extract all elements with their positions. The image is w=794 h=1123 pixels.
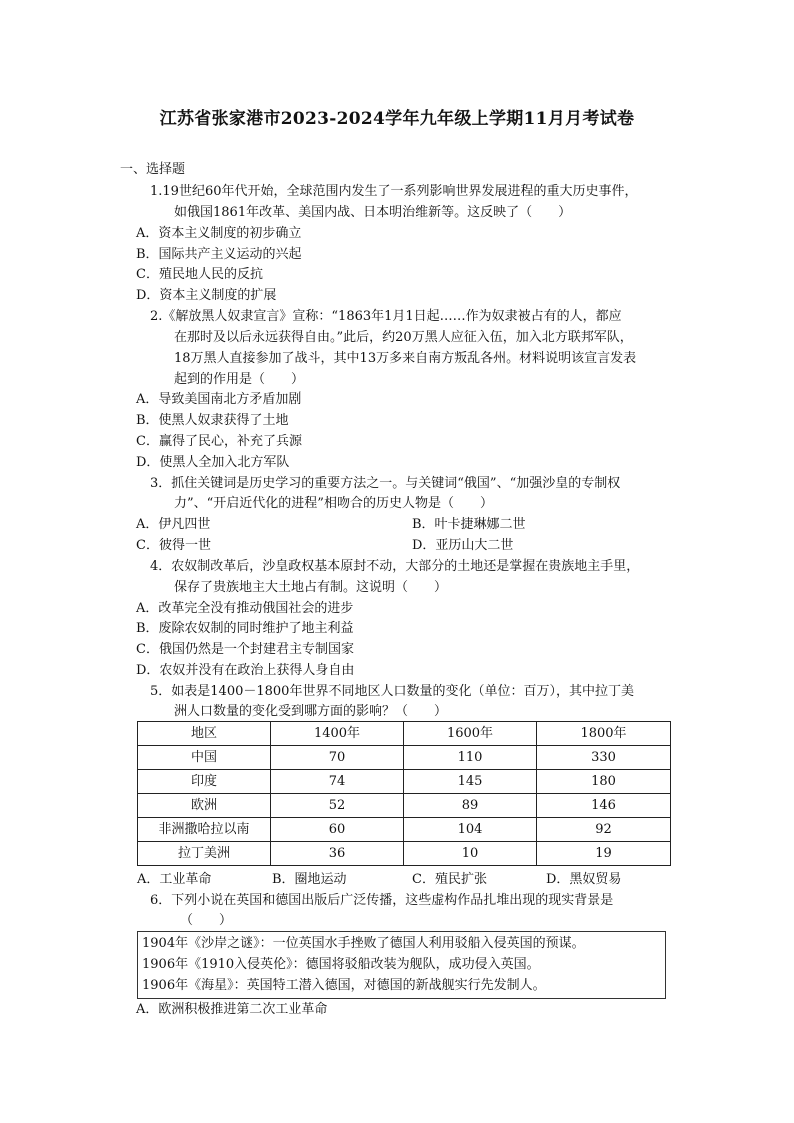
section-heading: 一、选择题 [120,162,186,177]
question-2-stem: 起到的作用是（ ） [174,372,305,387]
table-header-cell: 1600年 [404,722,537,746]
table-cell: 印度 [138,770,271,794]
table-cell: 74 [271,770,404,794]
question-4-stem: 保存了贵族地主大土地占有制。这说明（ ） [174,580,448,595]
question-5-option-b: B．圈地运动 [272,872,347,887]
question-5-stem: 洲人口数量的变化受到哪方面的影响？（ ） [174,704,448,719]
question-1-option-b: B．国际共产主义运动的兴起 [136,247,302,262]
question-3-option-b: B．叶卡捷琳娜二世 [412,517,526,532]
question-2-stem: 18万黑人直接参加了战斗，其中13万多来自南方叛乱各州。材料说明该宣言发表 [174,351,637,366]
question-3-stem: 力”、“开启近代化的进程”相吻合的历史人物是（ ） [174,496,493,511]
question-1-option-a: A．资本主义制度的初步确立 [136,226,302,241]
question-6-stem: （ ） [180,913,233,928]
question-4-option-a: A．改革完全没有推动俄国社会的进步 [136,601,354,616]
table-cell: 104 [404,818,537,842]
table-cell: 145 [404,770,537,794]
table-header-row [138,722,671,746]
question-2-option-a: A．导致美国南北方矛盾加剧 [136,392,302,407]
question-5-option-c: C．殖民扩张 [412,872,487,887]
question-1-stem: 1.19世纪60年代开始，全球范围内发生了一系列影响世界发展进程的重大历史事件， [150,184,638,199]
question-5-option-a: A．工业革命 [137,872,212,887]
question-1-option-c: C．殖民地人民的反抗 [136,267,263,282]
table-cell: 非洲撒哈拉以南 [138,818,271,842]
table-cell: 92 [537,818,671,842]
question-3-stem: 3．抓住关键词是历史学习的重要方法之一。与关键词“俄国”、“加强沙皇的专制权 [150,476,621,491]
table-cell: 拉丁美洲 [138,842,271,866]
table-cell: 89 [404,794,537,818]
question-4-option-d: D．农奴并没有在政治上获得人身自由 [136,663,355,678]
question-2-option-d: D．使黑人全加入北方军队 [136,455,290,470]
table-row [138,770,671,794]
question-4-option-c: C．俄国仍然是一个封建君主专制国家 [136,642,354,657]
material-line: 1906年《海星》：英国特工潜入德国，对德国的新战舰实行先发制人。 [142,978,546,993]
question-1-option-d: D．资本主义制度的扩展 [136,288,277,303]
question-5-option-d: D．黑奴贸易 [546,872,622,887]
table-row [138,746,671,770]
table-header-cell: 1800年 [537,722,671,746]
exam-title: 江苏省张家港市2023-2024学年九年级上学期11月月考试卷 [159,109,635,129]
question-4-option-b: B．废除农奴制的同时维护了地主利益 [136,621,354,636]
question-2-stem: 在那时及以后永远获得自由。”此后，约20万黑人应征入伍，加入北方联邦军队， [174,330,633,345]
table-cell: 36 [271,842,404,866]
table-cell: 60 [271,818,404,842]
table-cell: 70 [271,746,404,770]
population-table [137,721,671,866]
table-cell: 180 [537,770,671,794]
material-line: 1906年《1910入侵英伦》：德国将驳船改装为舰队，成功侵入英国。 [142,957,540,972]
table-row [138,794,671,818]
table-cell: 146 [537,794,671,818]
question-2-option-b: B．使黑人奴隶获得了土地 [136,413,289,428]
material-box [137,931,666,999]
table-cell: 10 [404,842,537,866]
table-cell: 19 [537,842,671,866]
question-4-stem: 4．农奴制改革后，沙皇政权基本原封不动，大部分的土地还是掌握在贵族地主手里， [150,559,640,574]
question-3-option-a: A．伊凡四世 [136,517,211,532]
table-row [138,842,671,866]
material-line: 1904年《沙岸之谜》：一位英国水手挫败了德国人利用驳船入侵英国的预谋。 [142,936,585,951]
table-cell: 110 [404,746,537,770]
question-5-stem: 5．如表是1400－1800年世界不同地区人口数量的变化（单位：百万），其中拉丁美 [150,684,634,699]
table-cell: 52 [271,794,404,818]
table-cell: 欧洲 [138,794,271,818]
question-3-option-d: D．亚历山大二世 [412,538,514,553]
question-1-stem: 如俄国1861年改革、美国内战、日本明治维新等。这反映了（ ） [174,205,572,220]
question-2-stem: 2.《解放黑人奴隶宣言》宣称：“1863年1月1日起……作为奴隶被占有的人，都应 [150,309,622,324]
question-3-option-c: C．彼得一世 [136,538,211,553]
table-cell: 330 [537,746,671,770]
question-6-stem: 6．下列小说在英国和德国出版后广泛传播，这些虚构作品扎堆出现的现实背景是 [150,893,614,908]
table-row [138,818,671,842]
question-2-option-c: C．赢得了民心，补充了兵源 [136,434,302,449]
table-header-cell: 地区 [138,722,271,746]
table-header-cell: 1400年 [271,722,404,746]
question-6-option-a: A．欧洲积极推进第二次工业革命 [136,1002,328,1017]
table-cell: 中国 [138,746,271,770]
